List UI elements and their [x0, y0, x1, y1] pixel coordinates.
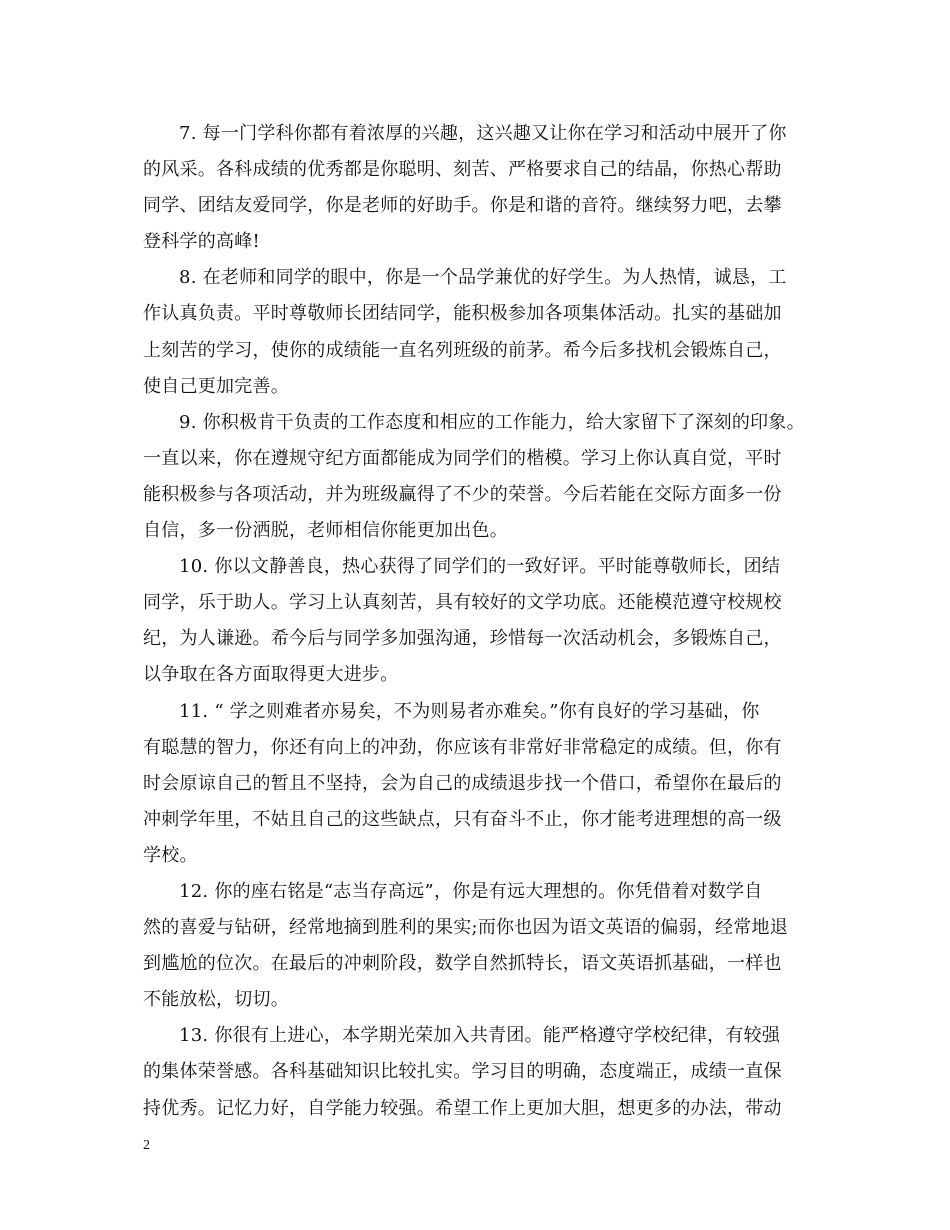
paragraph-line: 一直以来，你在遵规守纪方面都能成为同学们的楷模。学习上你认真自觉，平时 — [143, 447, 782, 469]
paragraph-line: 然的喜爱与钻研，经常地摘到胜利的果实;而你也因为语文英语的偏弱，经常地退 — [143, 917, 789, 939]
paragraph — [143, 1018, 811, 1126]
document-body — [143, 116, 811, 1127]
paragraph-line: 有聪慧的智力，你还有向上的冲劲，你应该有非常好非常稳定的成绩。但，你有 — [143, 736, 782, 758]
page-number: 2 — [143, 1138, 150, 1153]
paragraph-line: 能积极参与各项活动，并为班级赢得了不少的荣誉。今后若能在交际方面多一份 — [143, 483, 782, 505]
paragraph — [143, 260, 811, 404]
paragraph — [143, 405, 811, 549]
paragraph-line: 使自己更加完善。 — [143, 375, 289, 397]
paragraph-line: 学校。 — [143, 844, 198, 866]
paragraph-line: 上刻苦的学习，使你的成绩能一直名列班级的前茅。希今后多找机会锻炼自己， — [143, 339, 782, 361]
paragraph-line: 的集体荣誉感。各科基础知识比较扎实。学习目的明确，态度端正，成绩一直保 — [143, 1061, 782, 1083]
paragraph — [143, 694, 811, 874]
paragraph-line: 13. 你很有上进心，本学期光荣加入共青团。能严格遵守学校纪律，有较强 — [179, 1025, 781, 1047]
paragraph-line: 登科学的高峰! — [143, 231, 260, 253]
paragraph-line: 纪，为人谦逊。希今后与同学多加强沟通，珍惜每一次活动机会，多锻炼自己， — [143, 628, 782, 650]
paragraph-line: 自信，多一份洒脱，老师相信你能更加出色。 — [143, 520, 508, 542]
paragraph-line: 同学，乐于助人。学习上认真刻苦，具有较好的文学功底。还能模范遵守校规校 — [143, 592, 782, 614]
paragraph-line: 10. 你以文静善良，热心获得了同学们的一致好评。平时能尊敬师长，团结 — [179, 556, 781, 578]
paragraph-line: 作认真负责。平时尊敬师长团结同学，能积极参加各项集体活动。扎实的基础加 — [143, 303, 782, 325]
paragraph-line: 持优秀。记忆力好，自学能力较强。希望工作上更加大胆，想更多的办法，带动 — [143, 1097, 782, 1119]
paragraph-line: 时会原谅自己的暂且不坚持，会为自己的成绩退步找一个借口，希望你在最后的 — [143, 772, 782, 794]
paragraph-line: 到尴尬的位次。在最后的冲刺阶段，数学自然抓特长，语文英语抓基础，一样也 — [143, 953, 782, 975]
paragraph-line: 冲刺学年里，不姑且自己的这些缺点，只有奋斗不止，你才能考进理想的高一级 — [143, 808, 782, 830]
paragraph-line: 9. 你积极肯干负责的工作态度和相应的工作能力，给大家留下了深刻的印象。 — [179, 411, 805, 433]
paragraph — [143, 116, 811, 260]
paragraph-line: 的风采。各科成绩的优秀都是你聪明、刻苦、严格要求自己的结晶，你热心帮助 — [143, 159, 782, 181]
paragraph-line: 12. 你的座右铭是“志当存高远”，你是有远大理想的。你凭借着对数学自 — [179, 880, 763, 902]
paragraph — [143, 549, 811, 693]
paragraph-line: 以争取在各方面取得更大进步。 — [143, 664, 399, 686]
paragraph-line: 同学、团结友爱同学，你是老师的好助手。你是和谐的音符。继续努力吧，去攀 — [143, 195, 782, 217]
paragraph-line: 11. “ 学之则难者亦易矣，不为则易者亦难矣。”你有良好的学习基础，你 — [179, 700, 760, 722]
paragraph-line: 7. 每一门学科你都有着浓厚的兴趣，这兴趣又让你在学习和活动中展开了你 — [179, 123, 787, 144]
paragraph-line: 不能放松，切切。 — [143, 989, 289, 1011]
paragraph — [143, 874, 811, 1018]
paragraph-line: 8. 在老师和同学的眼中，你是一个品学兼优的好学生。为人热情，诚恳，工 — [179, 267, 787, 289]
